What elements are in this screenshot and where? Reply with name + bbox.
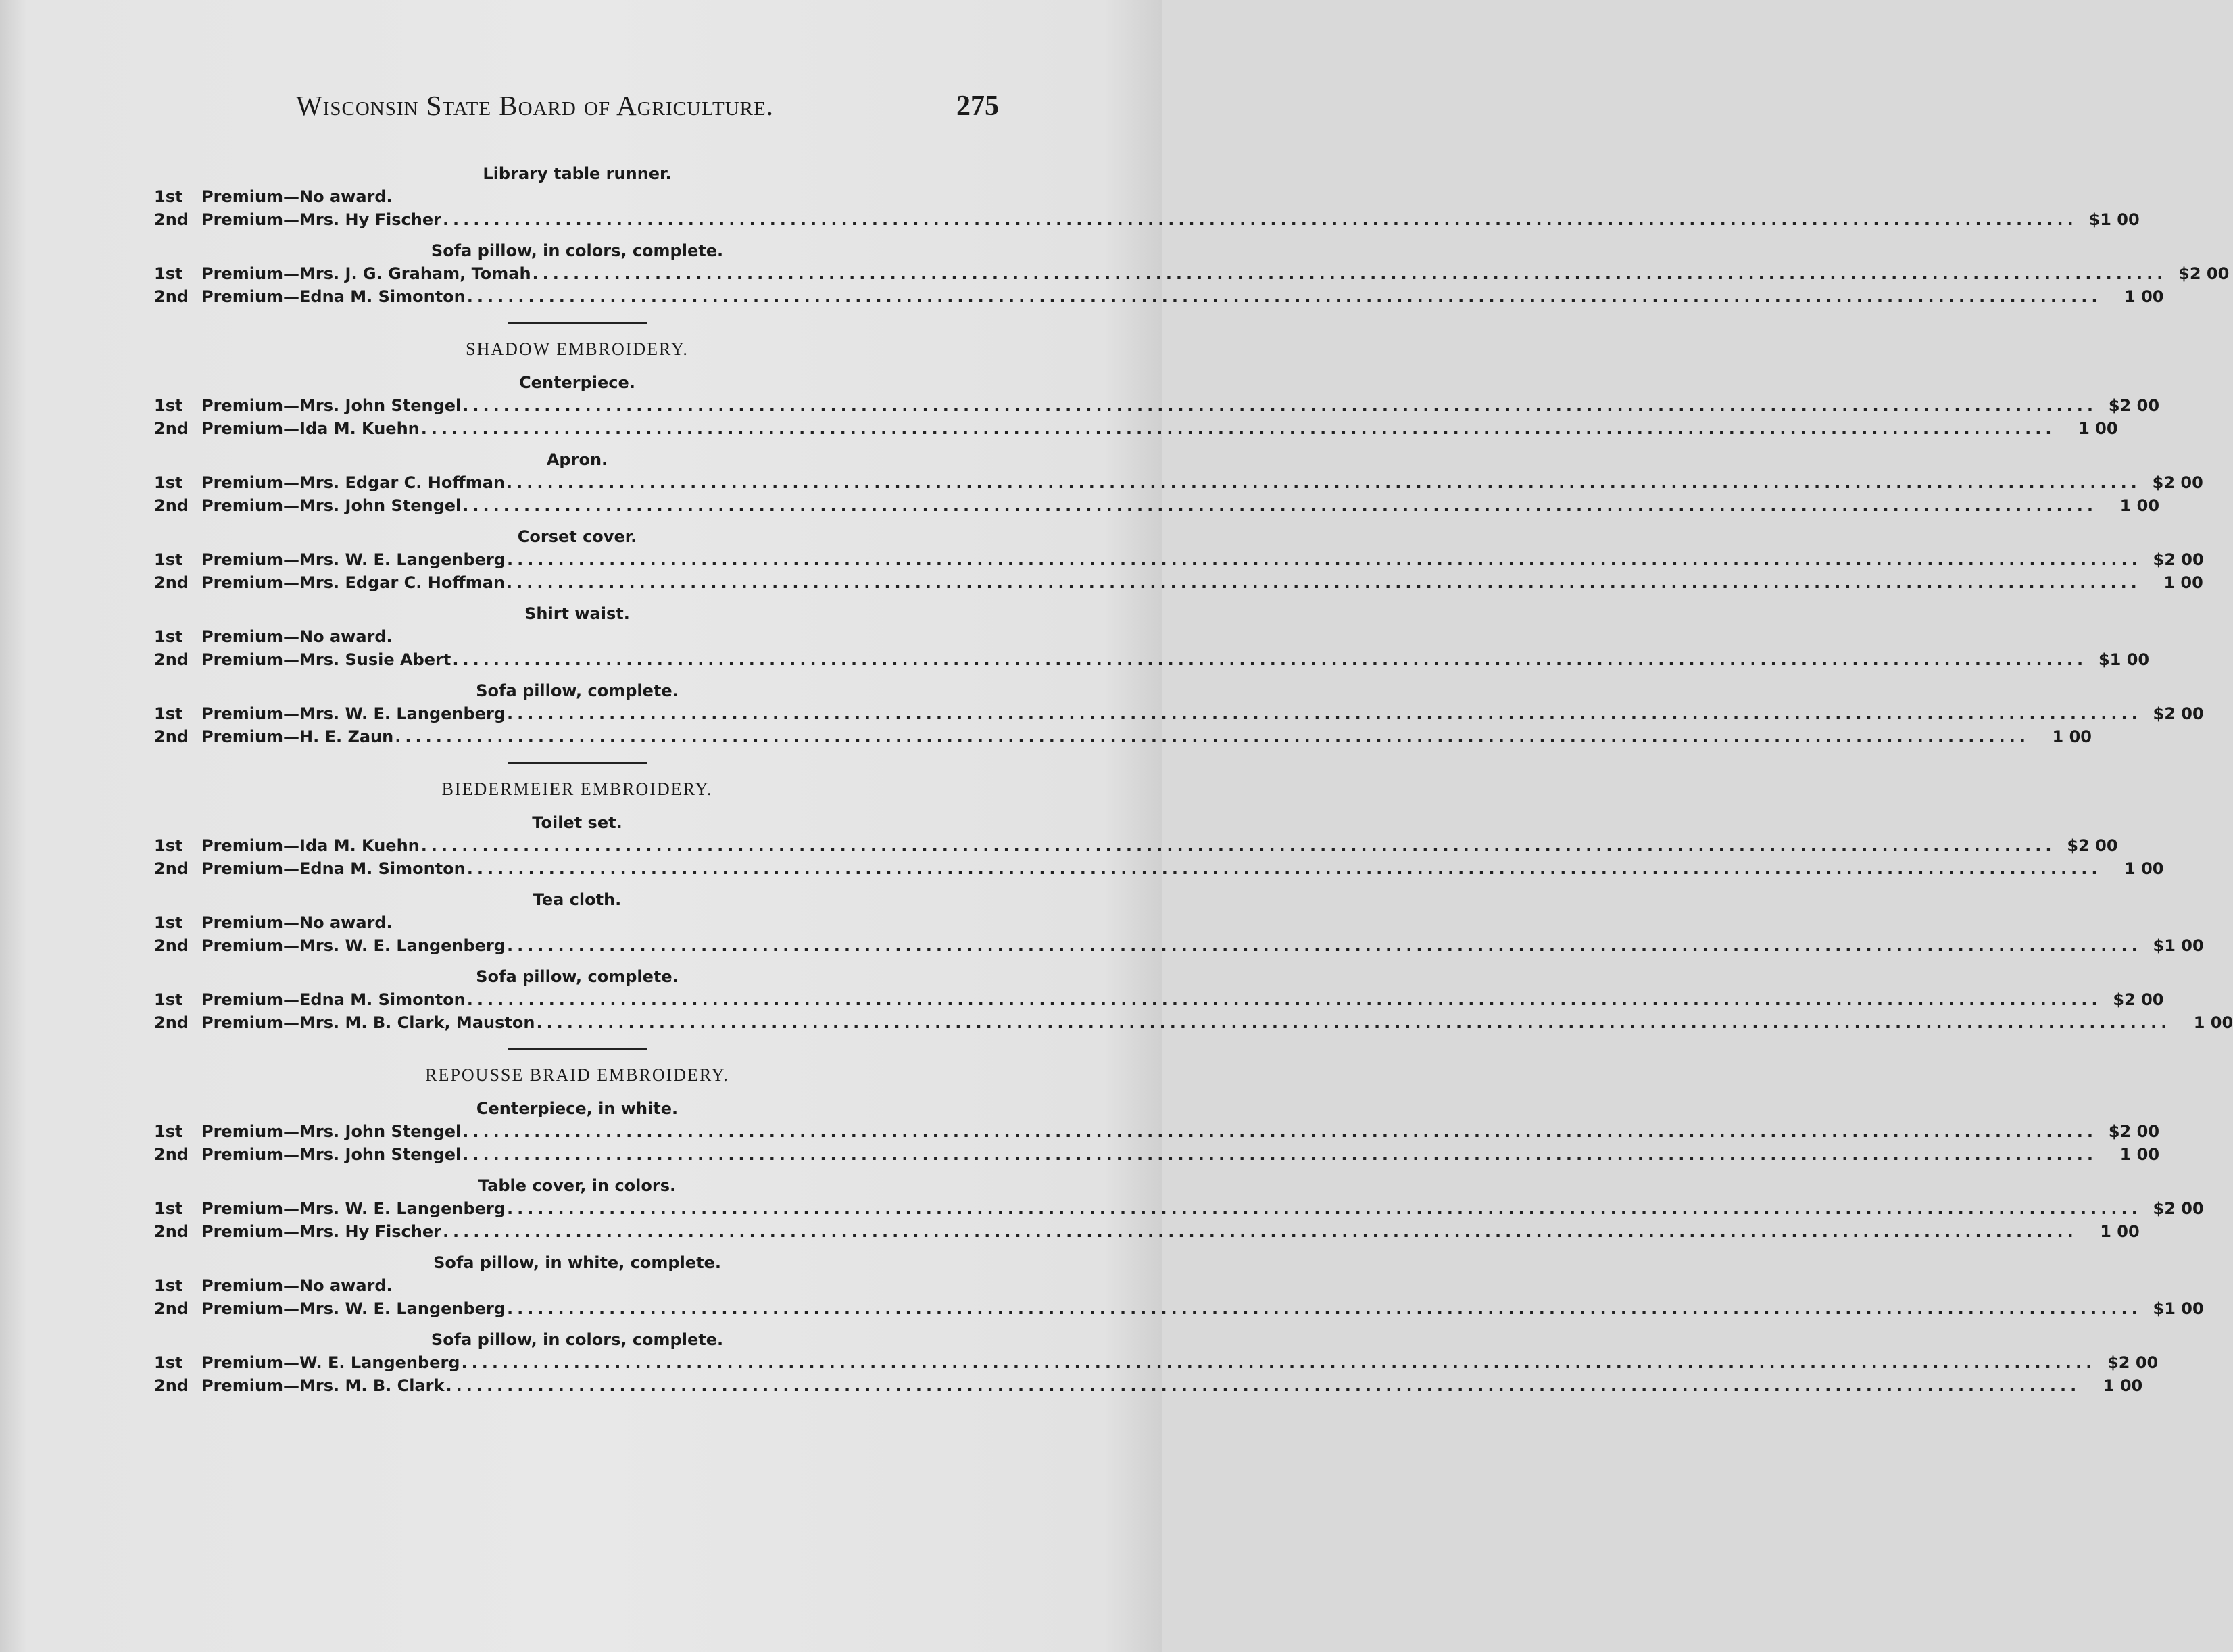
premium-winner: Premium—Mrs. John Stengel — [201, 396, 462, 415]
premium-row — [154, 911, 1000, 934]
premium-place: 2nd — [154, 936, 189, 955]
section-divider — [508, 1048, 647, 1050]
premium-place: 2nd — [154, 650, 189, 669]
premium-amount: $2 00 — [2107, 1353, 2159, 1372]
item-title: Centerpiece. — [519, 373, 635, 392]
premium-amount: 1 00 — [2193, 1013, 2233, 1032]
dot-leader: ................................................................................................................................................................ — [506, 573, 2141, 592]
section — [154, 1048, 2204, 1397]
item-title: Centerpiece, in white. — [476, 1099, 679, 1118]
premium-winner: Premium—No award. — [201, 913, 393, 932]
premium-amount: $2 00 — [2108, 396, 2160, 415]
premium-place: 1st — [154, 1276, 183, 1295]
premium-winner: Premium—Ida M. Kuehn — [201, 836, 420, 855]
premium-amount: 1 00 — [2103, 1376, 2143, 1395]
premium-row — [154, 417, 2118, 440]
item-title: Sofa pillow, in colors, complete. — [431, 1330, 724, 1349]
premium-amount: $1 00 — [2153, 936, 2204, 955]
premium-winner: Premium—Mrs. W. E. Langenberg — [201, 550, 506, 569]
premium-row — [154, 471, 2203, 494]
item-title: Toilet set. — [532, 813, 622, 832]
premium-amount: $2 00 — [2178, 264, 2230, 283]
premium-row — [154, 548, 2204, 571]
premium-winner: Premium—H. E. Zaun — [201, 727, 394, 746]
premium-place: 1st — [154, 990, 183, 1009]
dot-leader: ................................................................................................................................................................ — [466, 859, 2102, 878]
premium-place: 1st — [154, 396, 183, 415]
dot-leader: ................................................................................................................................................................ — [462, 1145, 2098, 1164]
dot-leader: ................................................................................................................................................................ — [442, 210, 2078, 229]
section — [154, 162, 2230, 308]
premium-row — [154, 988, 2164, 1011]
premium-row — [154, 262, 2230, 285]
item-title: Sofa pillow, complete. — [476, 967, 679, 986]
premium-row — [154, 725, 2092, 748]
dot-leader: ................................................................................................................................................................ — [466, 287, 2102, 306]
premium-row — [154, 208, 2140, 231]
premium-place: 1st — [154, 627, 183, 646]
premium-amount: $2 00 — [2153, 1199, 2204, 1218]
premium-winner: Premium—Mrs. W. E. Langenberg — [201, 1299, 506, 1318]
premium-winner: Premium—No award. — [201, 627, 393, 646]
premium-row — [154, 571, 2203, 594]
dot-leader: ................................................................................................................................................................ — [506, 936, 2142, 955]
premium-winner: Premium—Mrs. W. E. Langenberg — [201, 704, 506, 723]
premium-amount: 1 00 — [2119, 496, 2160, 515]
premium-winner: Premium—Mrs. M. B. Clark — [201, 1376, 445, 1395]
premium-place: 2nd — [154, 496, 189, 515]
premium-amount: $2 00 — [2108, 1122, 2160, 1141]
item-title: Sofa pillow, in colors, complete. — [431, 241, 724, 260]
item-title: Tea cloth. — [533, 890, 622, 909]
premium-winner: Premium—No award. — [201, 1276, 393, 1295]
premium-row — [154, 1220, 2140, 1243]
premium-winner: Premium—Ida M. Kuehn — [201, 419, 420, 438]
dot-leader: ................................................................................................................................................................ — [506, 473, 2141, 492]
premium-list — [154, 154, 2233, 1397]
premium-row — [154, 394, 2160, 417]
premium-place: 2nd — [154, 573, 189, 592]
premium-amount: 1 00 — [2100, 1222, 2140, 1241]
dot-leader: ................................................................................................................................................................ — [506, 1299, 2142, 1318]
premium-row — [154, 1351, 2159, 1374]
premium-amount: $2 00 — [2153, 550, 2204, 569]
premium-winner: Premium—W. E. Langenberg — [201, 1353, 460, 1372]
section-heading: REPOUSSE BRAID EMBROIDERY. — [425, 1065, 729, 1085]
section — [154, 762, 2233, 1034]
premium-winner: Premium—Mrs. Edgar C. Hoffman — [201, 473, 506, 492]
premium-row — [154, 857, 2164, 880]
dot-leader: ................................................................................................................................................................ — [395, 727, 2030, 746]
premium-place: 1st — [154, 550, 183, 569]
dot-leader: ................................................................................................................................................................ — [532, 264, 2167, 283]
premium-winner: Premium—Mrs. W. E. Langenberg — [201, 936, 506, 955]
premium-row — [154, 285, 2164, 308]
dot-leader: ................................................................................................................................................................ — [506, 704, 2142, 723]
running-title: Wisconsin State Board of Agriculture. — [296, 90, 774, 121]
item-title: Table cover, in colors. — [478, 1176, 677, 1195]
dot-leader: ................................................................................................................................................................ — [506, 1199, 2142, 1218]
premium-place: 2nd — [154, 859, 189, 878]
premium-amount: $1 00 — [2153, 1299, 2204, 1318]
premium-amount: $1 00 — [2088, 210, 2140, 229]
dot-leader: ................................................................................................................................................................ — [461, 1353, 2096, 1372]
dot-leader: ................................................................................................................................................................ — [420, 419, 2056, 438]
premium-place: 1st — [154, 1199, 183, 1218]
premium-place: 1st — [154, 913, 183, 932]
premium-place: 2nd — [154, 1145, 189, 1164]
premium-place: 2nd — [154, 419, 189, 438]
section — [154, 322, 2204, 748]
premium-place: 1st — [154, 473, 183, 492]
premium-amount: $1 00 — [2098, 650, 2150, 669]
item-title: Apron. — [546, 450, 608, 469]
premium-winner: Premium—Mrs. John Stengel — [201, 1122, 462, 1141]
dot-leader: ................................................................................................................................................................ — [536, 1013, 2171, 1032]
dot-leader: ................................................................................................................................................................ — [452, 650, 2088, 669]
running-head — [296, 89, 999, 122]
page-number: 275 — [956, 91, 999, 122]
premium-place: 2nd — [154, 727, 189, 746]
premium-place: 1st — [154, 1122, 183, 1141]
premium-row — [154, 185, 1000, 208]
premium-row — [154, 1274, 1000, 1297]
item-title: Sofa pillow, complete. — [476, 681, 679, 700]
premium-amount: 1 00 — [2078, 419, 2118, 438]
section-divider — [508, 762, 647, 764]
item-title: Sofa pillow, in white, complete. — [433, 1253, 721, 1272]
premium-place: 1st — [154, 836, 183, 855]
premium-amount: 1 00 — [2052, 727, 2092, 746]
premium-row — [154, 1297, 2204, 1320]
dot-leader: ................................................................................................................................................................ — [506, 550, 2142, 569]
premium-row — [154, 1011, 2233, 1034]
premium-row — [154, 1197, 2204, 1220]
premium-winner: Premium—Mrs. John Stengel — [201, 496, 462, 515]
premium-place: 1st — [154, 1353, 183, 1372]
premium-winner: Premium—Mrs. Edgar C. Hoffman — [201, 573, 506, 592]
section-divider — [508, 322, 647, 324]
premium-amount: 1 00 — [2163, 573, 2203, 592]
premium-row — [154, 702, 2204, 725]
premium-winner: Premium—Mrs. Susie Abert — [201, 650, 451, 669]
premium-amount: 1 00 — [2119, 1145, 2160, 1164]
premium-place: 1st — [154, 187, 183, 206]
premium-row — [154, 1374, 2143, 1397]
premium-row — [154, 494, 2160, 517]
premium-place: 2nd — [154, 1299, 189, 1318]
premium-place: 2nd — [154, 287, 189, 306]
premium-winner: Premium—Mrs. Hy Fischer — [201, 1222, 441, 1241]
dot-leader: ................................................................................................................................................................ — [462, 396, 2098, 415]
premium-place: 1st — [154, 264, 183, 283]
premium-winner: Premium—Mrs. Hy Fischer — [201, 210, 441, 229]
premium-winner: Premium—Mrs. John Stengel — [201, 1145, 462, 1164]
premium-place: 1st — [154, 704, 183, 723]
premium-amount: $2 00 — [2153, 704, 2204, 723]
item-title: Shirt waist. — [524, 604, 630, 623]
premium-row — [154, 625, 1000, 648]
premium-amount: $2 00 — [2152, 473, 2203, 492]
dot-leader: ................................................................................................................................................................ — [466, 990, 2102, 1009]
item-title: Corset cover. — [517, 527, 637, 546]
premium-amount: 1 00 — [2124, 859, 2164, 878]
premium-row — [154, 834, 2118, 857]
premium-place: 2nd — [154, 1222, 189, 1241]
dot-leader: ................................................................................................................................................................ — [445, 1376, 2081, 1395]
premium-winner: Premium—Edna M. Simonton — [201, 859, 466, 878]
section-heading: SHADOW EMBROIDERY. — [466, 339, 689, 359]
premium-amount: $2 00 — [2067, 836, 2118, 855]
premium-amount: 1 00 — [2124, 287, 2164, 306]
premium-winner: Premium—Edna M. Simonton — [201, 990, 466, 1009]
premium-place: 2nd — [154, 1376, 189, 1395]
dot-leader: ................................................................................................................................................................ — [462, 1122, 2098, 1141]
premium-winner: Premium—Mrs. M. B. Clark, Mauston — [201, 1013, 535, 1032]
premium-winner: Premium—No award. — [201, 187, 393, 206]
item-title: Library table runner. — [483, 164, 672, 183]
premium-row — [154, 1143, 2160, 1166]
dot-leader: ................................................................................................................................................................ — [462, 496, 2098, 515]
premium-row — [154, 648, 2150, 671]
premium-winner: Premium—Mrs. J. G. Graham, Tomah — [201, 264, 531, 283]
premium-winner: Premium—Mrs. W. E. Langenberg — [201, 1199, 506, 1218]
premium-row — [154, 934, 2204, 957]
premium-row — [154, 1120, 2160, 1143]
premium-winner: Premium—Edna M. Simonton — [201, 287, 466, 306]
premium-place: 2nd — [154, 210, 189, 229]
premium-place: 2nd — [154, 1013, 189, 1032]
dot-leader: ................................................................................................................................................................ — [442, 1222, 2078, 1241]
dot-leader: ................................................................................................................................................................ — [420, 836, 2056, 855]
section-heading: BIEDERMEIER EMBROIDERY. — [441, 779, 713, 799]
premium-amount: $2 00 — [2113, 990, 2164, 1009]
